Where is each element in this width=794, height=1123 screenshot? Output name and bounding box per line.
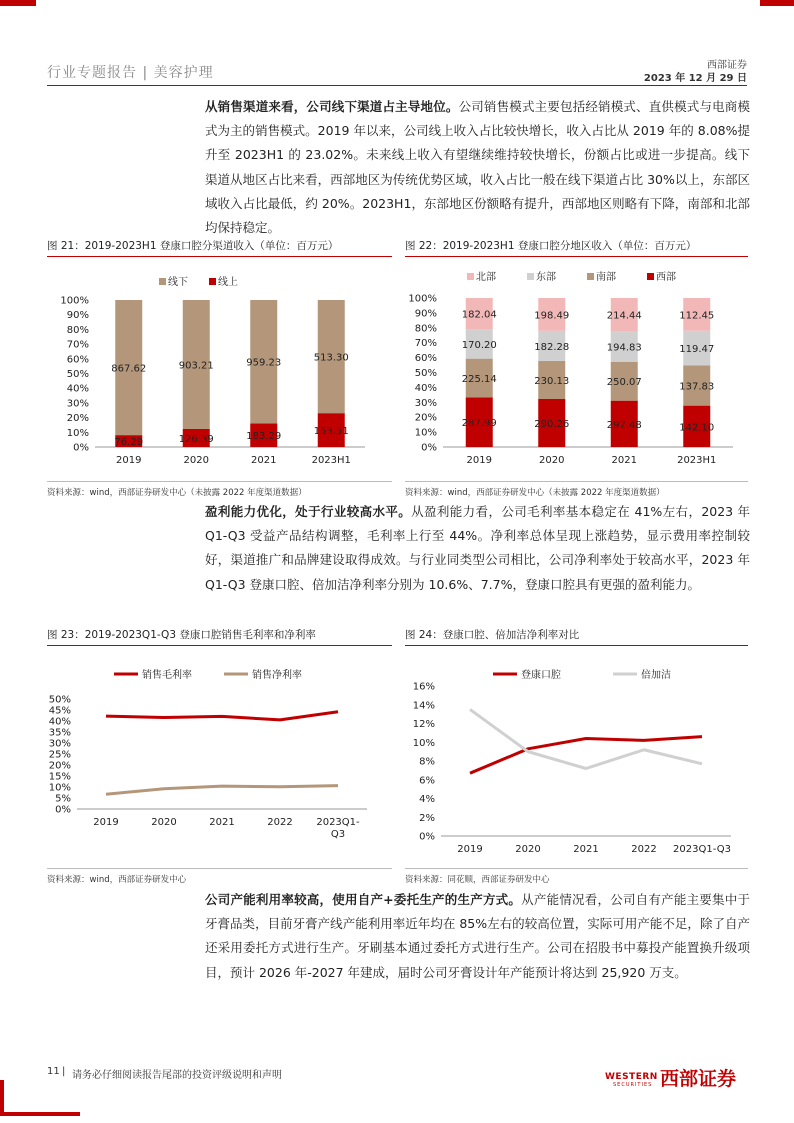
figure-22-rule	[405, 256, 748, 257]
header-date: 2023 年 12 月 29 日	[643, 73, 747, 84]
figure-22-source-rule	[405, 481, 748, 482]
y-tick-label: 0%	[421, 442, 437, 454]
legend-label: 线上	[218, 277, 238, 288]
series-line	[106, 786, 338, 795]
y-tick-label: 70%	[414, 338, 437, 350]
paragraph-lead: 从销售渠道来看，公司线下渠道占主导地位。	[205, 99, 459, 114]
data-label: 903.21	[178, 360, 214, 372]
header-company: 西部证券	[707, 60, 747, 71]
figure-21-source: 资料来源：wind，西部证券研发中心（未披露 2022 年度渠道数据）	[47, 488, 307, 498]
y-tick-label: 30%	[48, 738, 71, 750]
data-label: 194.83	[606, 342, 642, 354]
legend-label: 销售毛利率	[142, 670, 192, 681]
paragraph-body: 公司销售模式主要包括经销模式、直供模式与电商模式为主的销售模式。2019 年以来，公司线上收入占比较快增长，收入占比从 2019 年的 8.08%提升至 2023H1 的 23.02%。未来线上收入有望继续维持较快增长，份额占比或进一步提高。线下渠道从地区占比来看，西部地区为传统优势区域，收入占比一般在线下渠道占比 30%以上，东部区域收入占比最低，约 20%。2023H1，东部地区份额略有提升，西部地区则略有下降，南部和北部均保持稳定。	[205, 99, 750, 236]
figure-23-source: 资料来源：wind，西部证券研发中心	[47, 875, 187, 885]
y-tick-label: 60%	[66, 354, 89, 366]
footer-disclaimer: 请务必仔细阅读报告尾部的投资评级说明和声明	[72, 1070, 282, 1081]
x-tick-label: 2023Q1-Q3	[673, 844, 731, 855]
legend-swatch	[527, 273, 534, 280]
y-tick-label: 2%	[419, 812, 435, 824]
header-rule	[47, 85, 747, 86]
y-tick-label: 90%	[66, 310, 89, 322]
data-label: 170.20	[461, 339, 497, 351]
x-tick-label: 2021	[251, 455, 277, 466]
y-tick-label: 50%	[66, 369, 89, 380]
figure-24-source: 资料来源：同花顺，西部证券研发中心	[405, 875, 550, 885]
legend-swatch	[587, 273, 594, 280]
data-label: 513.30	[313, 352, 349, 364]
y-tick-label: 20%	[48, 760, 71, 772]
y-tick-label: 40%	[414, 382, 437, 394]
y-tick-label: 10%	[412, 737, 435, 749]
x-tick-label: 2023H1	[677, 455, 717, 466]
data-label: 153.51	[313, 426, 349, 438]
data-label: 250.07	[606, 377, 642, 389]
x-tick-label: 2022	[267, 817, 293, 828]
y-tick-label: 12%	[412, 719, 435, 730]
x-tick-label: 2019	[93, 817, 119, 828]
data-label: 230.13	[534, 375, 570, 387]
page-number: 11	[47, 1066, 60, 1077]
y-tick-label: 30%	[414, 397, 437, 409]
y-tick-label: 15%	[48, 771, 71, 783]
y-tick-label: 6%	[419, 775, 435, 787]
figure-21-source-rule	[47, 481, 392, 482]
y-tick-label: 16%	[412, 681, 435, 693]
report-section-label: 行业专题报告 | 美容护理	[47, 65, 214, 81]
x-tick-label: 2019	[116, 455, 142, 466]
legend-label: 登康口腔	[521, 670, 561, 681]
x-tick-label: 2023Q1-	[316, 817, 360, 828]
x-tick-label: 2020	[151, 817, 177, 828]
figure-24-rule	[405, 645, 748, 646]
figure-24-source-rule	[405, 868, 748, 869]
chart-margins	[47, 652, 392, 862]
data-label: 126.39	[178, 433, 214, 445]
y-tick-label: 10%	[66, 427, 89, 439]
logo-english-sub: SECURITIES	[613, 1082, 653, 1088]
y-tick-label: 70%	[66, 339, 89, 351]
x-tick-label: 2022	[631, 844, 657, 855]
data-label: 867.62	[111, 363, 147, 375]
figure-23-rule	[47, 645, 392, 646]
y-tick-label: 80%	[414, 323, 437, 335]
data-label: 198.49	[534, 310, 570, 322]
y-tick-label: 20%	[414, 412, 437, 424]
y-tick-label: 4%	[419, 794, 435, 805]
data-label: 182.04	[461, 309, 497, 321]
y-tick-label: 40%	[66, 383, 89, 395]
data-label: 290.26	[534, 419, 570, 431]
y-tick-label: 0%	[73, 442, 89, 454]
figure-23-source-rule	[47, 868, 392, 869]
y-tick-label: 50%	[414, 368, 437, 379]
y-tick-label: 80%	[66, 324, 89, 336]
logo-english: WESTERN	[605, 1072, 658, 1082]
figure-23-title: 图 23：2019-2023Q1-Q3 登康口腔销售毛利率和净利率	[47, 629, 316, 641]
x-tick-label: 2021	[209, 817, 235, 828]
figure-21-rule	[47, 256, 392, 257]
paragraph-lead: 公司产能利用率较高，使用自产+委托生产的生产方式。	[205, 892, 522, 907]
y-tick-label: 8%	[419, 756, 435, 768]
x-tick-label: 2020	[515, 844, 541, 855]
y-tick-label: 100%	[408, 293, 437, 305]
bottom-left-accent-vertical	[0, 1080, 4, 1116]
y-tick-label: 40%	[48, 716, 71, 728]
figure-22-title: 图 22：2019-2023H1 登康口腔分地区收入（单位：百万元）	[405, 240, 697, 252]
legend-label: 线下	[168, 277, 188, 288]
y-tick-label: 0%	[419, 831, 435, 843]
data-label: 112.45	[679, 310, 715, 322]
y-tick-label: 10%	[414, 427, 437, 439]
legend-label: 南部	[596, 272, 616, 283]
y-tick-label: 60%	[414, 353, 437, 365]
logo-chinese: 西部证券	[660, 1068, 737, 1090]
bottom-left-accent-horizontal	[0, 1112, 80, 1116]
chart-net-margin-comparison	[405, 652, 748, 862]
y-tick-label: 30%	[66, 398, 89, 410]
paragraph-profitability	[205, 500, 750, 597]
legend-label: 倍加洁	[641, 670, 671, 681]
series-line	[106, 712, 338, 720]
y-tick-label: 90%	[414, 308, 437, 320]
figure-24-title: 图 24：登康口腔、倍加洁净利率对比	[405, 629, 580, 641]
legend-label: 西部	[656, 272, 676, 283]
data-label: 225.14	[461, 374, 497, 386]
x-tick-label: Q3	[330, 829, 346, 840]
legend-swatch	[647, 273, 654, 280]
legend-label: 北部	[476, 272, 496, 283]
y-tick-label: 50%	[48, 694, 71, 706]
y-tick-label: 10%	[48, 782, 71, 794]
y-tick-label: 45%	[48, 705, 71, 717]
legend-swatch	[159, 278, 166, 285]
data-label: 137.83	[679, 381, 715, 393]
top-left-accent	[0, 0, 36, 6]
chart-region-revenue	[405, 262, 748, 474]
figure-21-title: 图 21：2019-2023H1 登康口腔分渠道收入（单位：百万元）	[47, 240, 339, 252]
data-label: 76.29	[114, 437, 144, 449]
paragraph-body: 从盈利能力看，公司毛利率基本稳定在 41%左右，2023 年 Q1-Q3 受益产品结构调整，毛利率上行至 44%。净利率总体呈现上涨趋势，显示费用率控制较好，渠道推广和品牌建设取得成效。与行业同类型公司相比，公司净利率处于较高水平，2023 年 Q1-Q3 登康口腔、倍加洁净利率分别为 10.6%、7.7%，登康口腔具有更强的盈利能力。	[205, 504, 750, 592]
y-tick-label: 25%	[48, 749, 71, 761]
x-tick-label: 2019	[457, 844, 483, 855]
x-tick-label: 2020	[539, 455, 565, 466]
top-right-accent	[760, 0, 794, 6]
y-tick-label: 20%	[66, 413, 89, 425]
footer-separator: |	[62, 1066, 66, 1077]
data-label: 287.99	[461, 418, 497, 430]
data-label: 119.47	[679, 344, 715, 356]
legend-label: 东部	[536, 272, 556, 283]
data-label: 297.48	[606, 419, 642, 431]
legend-swatch	[209, 278, 216, 285]
data-label: 183.29	[246, 431, 282, 443]
y-tick-label: 35%	[48, 727, 71, 739]
y-tick-label: 100%	[60, 295, 89, 307]
legend-label: 销售净利率	[252, 670, 302, 681]
x-tick-label: 2021	[573, 844, 599, 855]
figure-22-source: 资料来源：wind，西部证券研发中心（未披露 2022 年度渠道数据）	[405, 488, 665, 498]
legend-swatch	[467, 273, 474, 280]
data-label: 142.10	[679, 422, 715, 434]
x-tick-label: 2019	[466, 455, 492, 466]
paragraph-capacity	[205, 888, 750, 985]
data-label: 182.28	[534, 341, 570, 353]
paragraph-body: 从产能情况看，公司自有产能主要集中于牙膏品类，目前牙膏产线产能利用率近年均在 85%左右的较高位置，实际可用产能不足，除了自产还采用委托方式进行生产。牙刷基本通过委托方式进行生产。公司在招股书中募投产能置换升级项目，预计 2026 年-2027 年建成，届时公司牙膏设计年产能预计将达到 25,920 万支。	[205, 892, 750, 980]
data-label: 959.23	[246, 357, 282, 369]
x-tick-label: 2020	[183, 455, 209, 466]
y-tick-label: 5%	[55, 793, 71, 805]
y-tick-label: 14%	[412, 700, 435, 712]
chart-channel-revenue	[47, 262, 392, 474]
paragraph-sales-channel	[205, 95, 750, 240]
paragraph-lead: 盈利能力优化，处于行业较高水平。	[205, 504, 412, 519]
y-tick-label: 0%	[55, 804, 71, 816]
x-tick-label: 2023H1	[311, 455, 351, 466]
x-tick-label: 2021	[611, 455, 637, 466]
data-label: 214.44	[606, 310, 642, 322]
